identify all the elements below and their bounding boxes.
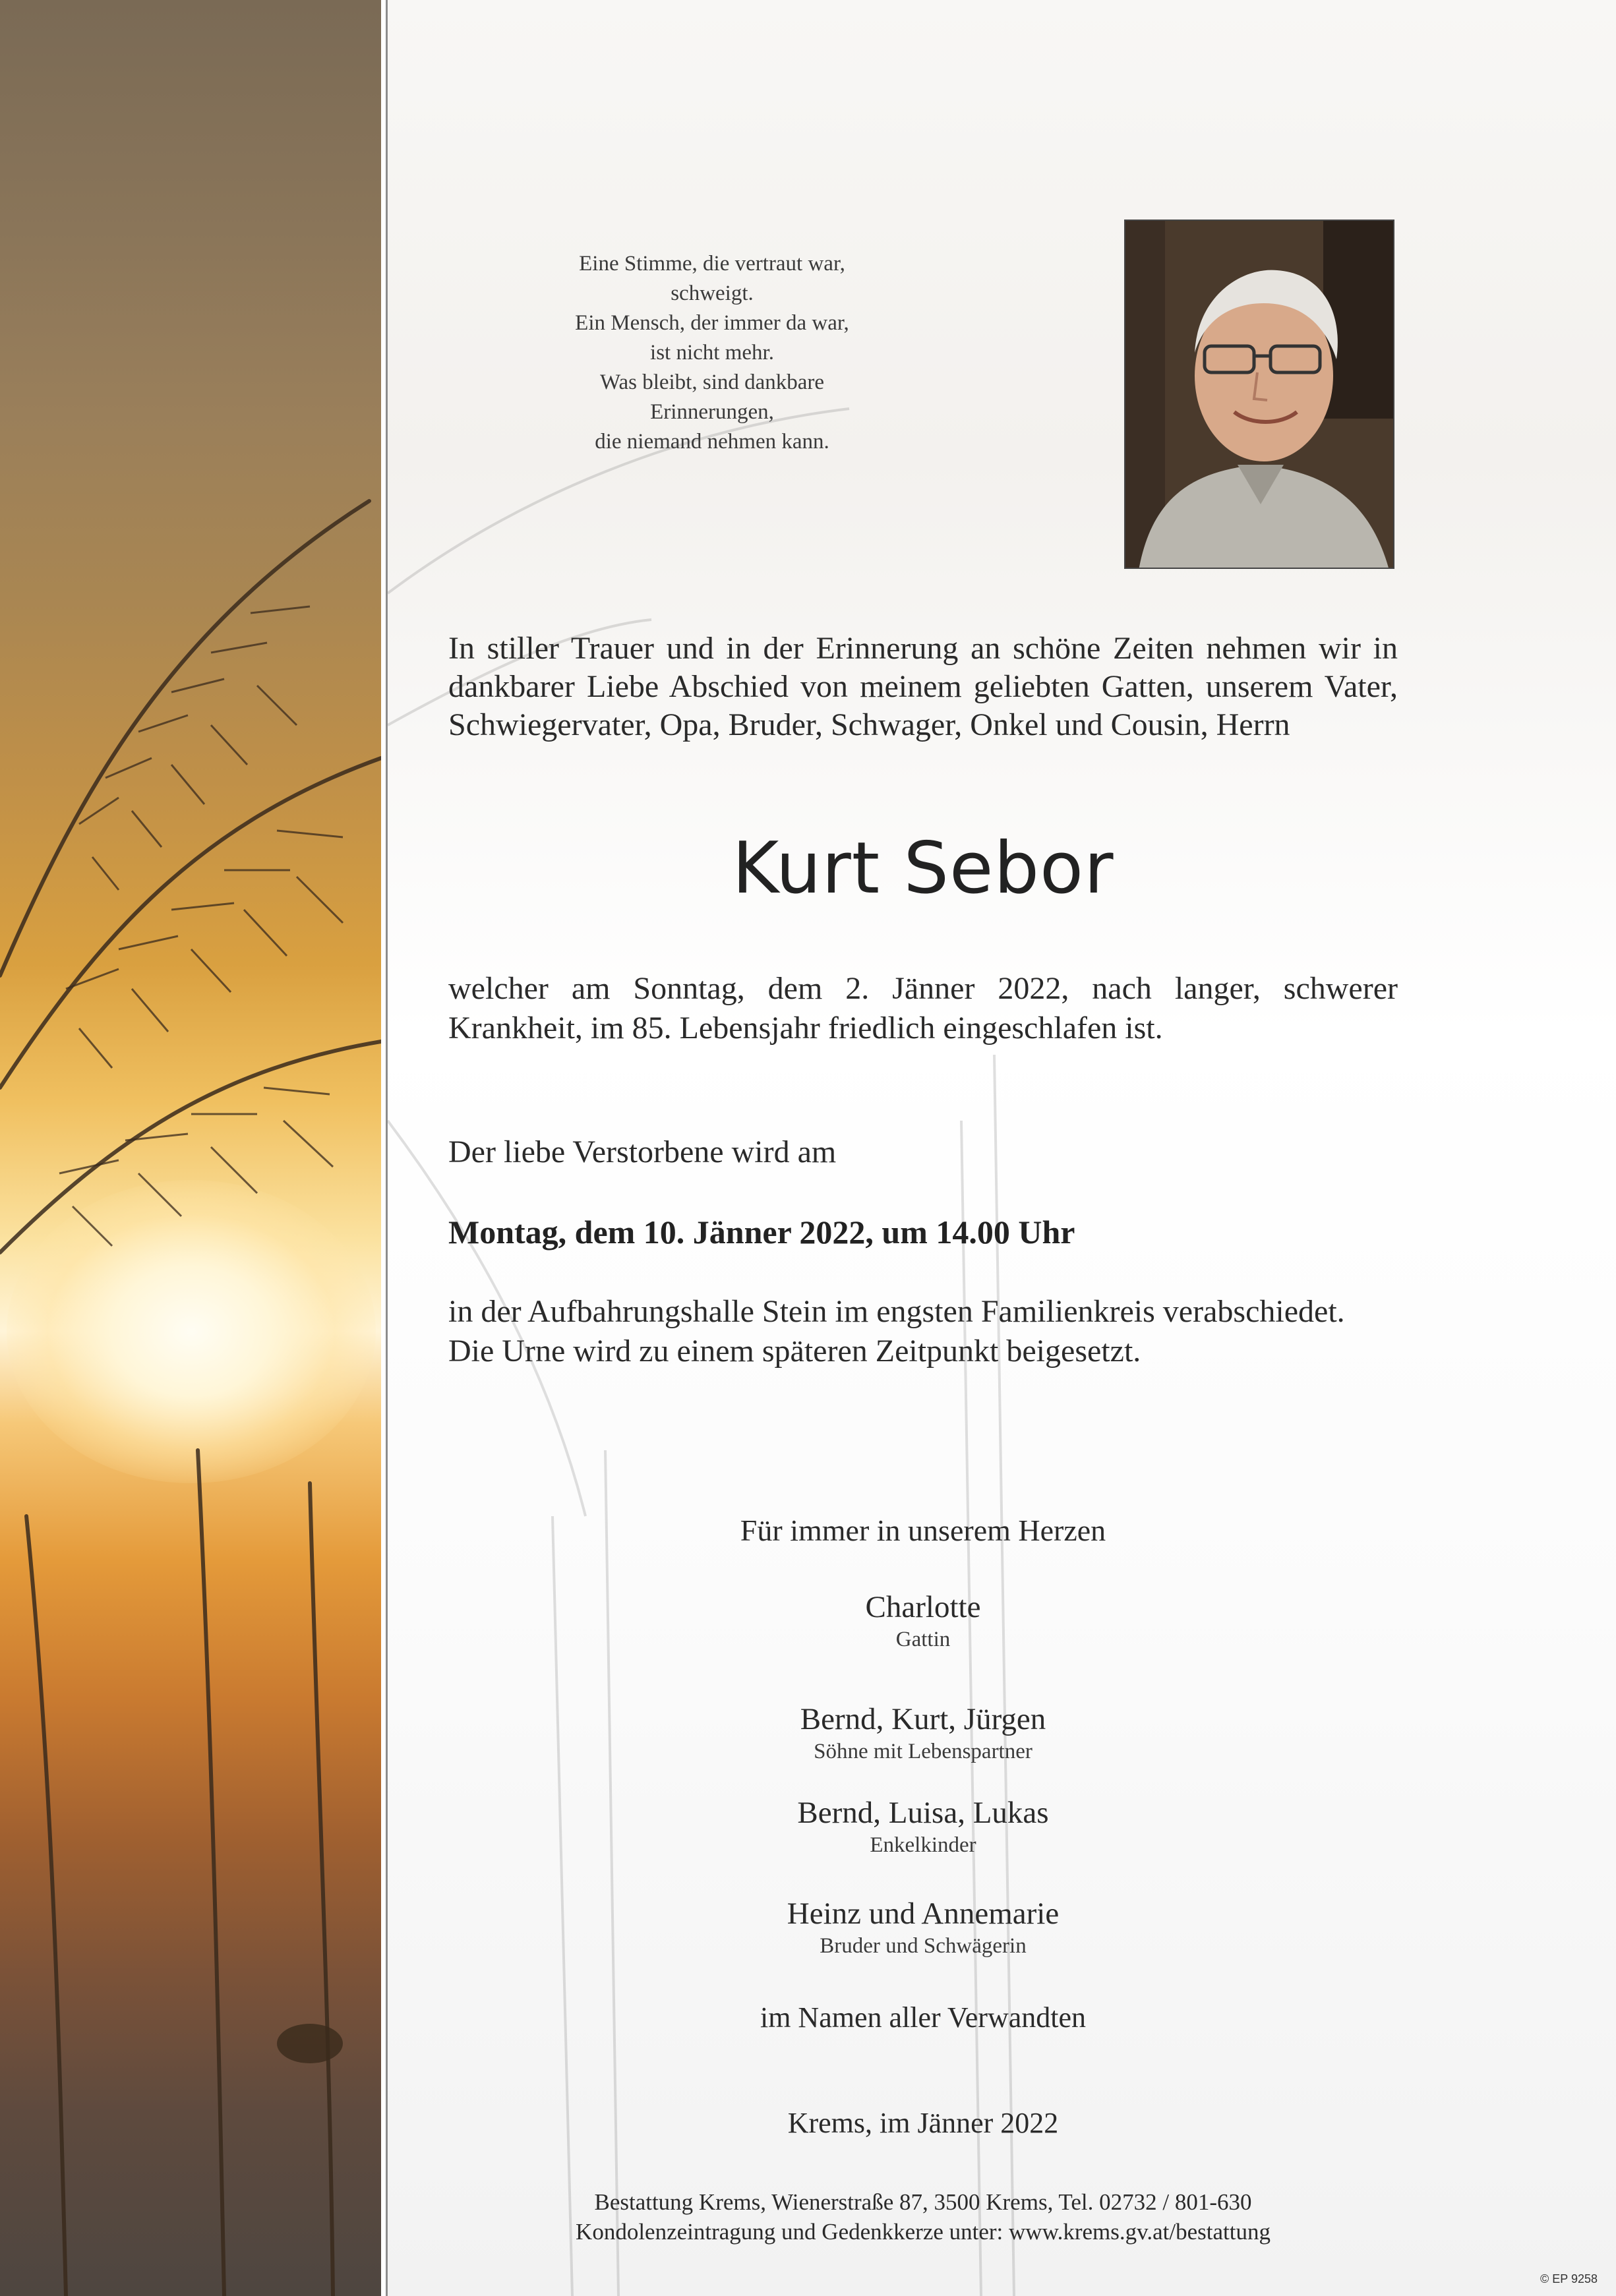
poem-line: ist nicht mehr. [650,341,774,365]
mourner-name: Charlotte [865,1590,981,1624]
mourner-role: Gattin [895,1628,951,1651]
poem-line: die niemand nehmen kann. [595,430,829,454]
mourner-entry [448,1589,1398,1653]
mourner-entry [448,1794,1398,1859]
memorial-poem [527,249,897,457]
poem-line: schweigt. [671,281,754,305]
mourner-name: Bernd, Luisa, Lukas [797,1796,1049,1830]
sunset-reed-image [0,0,381,2296]
poem-line: Ein Mensch, der immer da war, [575,311,849,335]
mourner-entry [448,1895,1398,1960]
mourner-role: Söhne mit Lebenspartner [814,1740,1032,1763]
mourner-name: Bernd, Kurt, Jürgen [800,1702,1046,1736]
mourner-name: Heinz und Annemarie [787,1897,1060,1931]
mourner-role: Bruder und Schwägerin [820,1934,1027,1958]
reference-code: © EP 9258 [1540,2272,1598,2285]
poem-line: Eine Stimme, die vertraut war, [579,252,845,276]
footer-condolence-link[interactable]: Kondolenzeintragung und Gedenkkerze unter: www.krems.gv.at/bestattung [576,2219,1271,2245]
poem-line: Was bleibt, sind dankbare [599,370,825,394]
deceased-name: Kurt Sebor [732,827,1114,910]
poem-line: Erinnerungen, [650,400,774,424]
mourner-role: Enkelkinder [870,1833,976,1857]
intro-text: In stiller Trauer und in der Erinnerung an schöne Zeiten nehmen wir in dankbarer Liebe Abschied von meinem geliebten Gatten, unserem Vater, Schwiegervater, Opa, Bruder, Schwager, Onkel und Cousin, Herrn [448,631,1398,742]
funeral-home-footer [448,2187,1398,2247]
reed-silhouette-icon [0,0,381,2296]
ceremony-intro: Der liebe Verstorbene wird am [448,1134,837,1169]
place-date: Krems, im Jänner 2022 [787,2107,1059,2139]
ceremony-date: Montag, dem 10. Jänner 2022, um 14.00 Uhr [448,1214,1075,1251]
ceremony-details: in der Aufbahrungshalle Stein im engsten Familienkreis verabschiedet. Die Urne wird zu einem späteren Zeitpunkt beigesetzt. [448,1294,1345,1369]
relatives-line: im Namen aller Verwandten [760,2001,1086,2034]
footer-address: Bestattung Krems, Wienerstraße 87, 3500 Krems, Tel. 02732 / 801-630 [594,2189,1252,2215]
mourner-entry [448,1701,1398,1765]
portrait-photo [1124,220,1394,569]
closing-line: Für immer in unserem Herzen [740,1514,1106,1547]
portrait-photo-icon [1125,221,1394,569]
death-notice: welcher am Sonntag, dem 2. Jänner 2022, nach langer, schwerer Krankheit, im 85. Lebensjahr friedlich eingeschlafen ist. [448,971,1398,1045]
